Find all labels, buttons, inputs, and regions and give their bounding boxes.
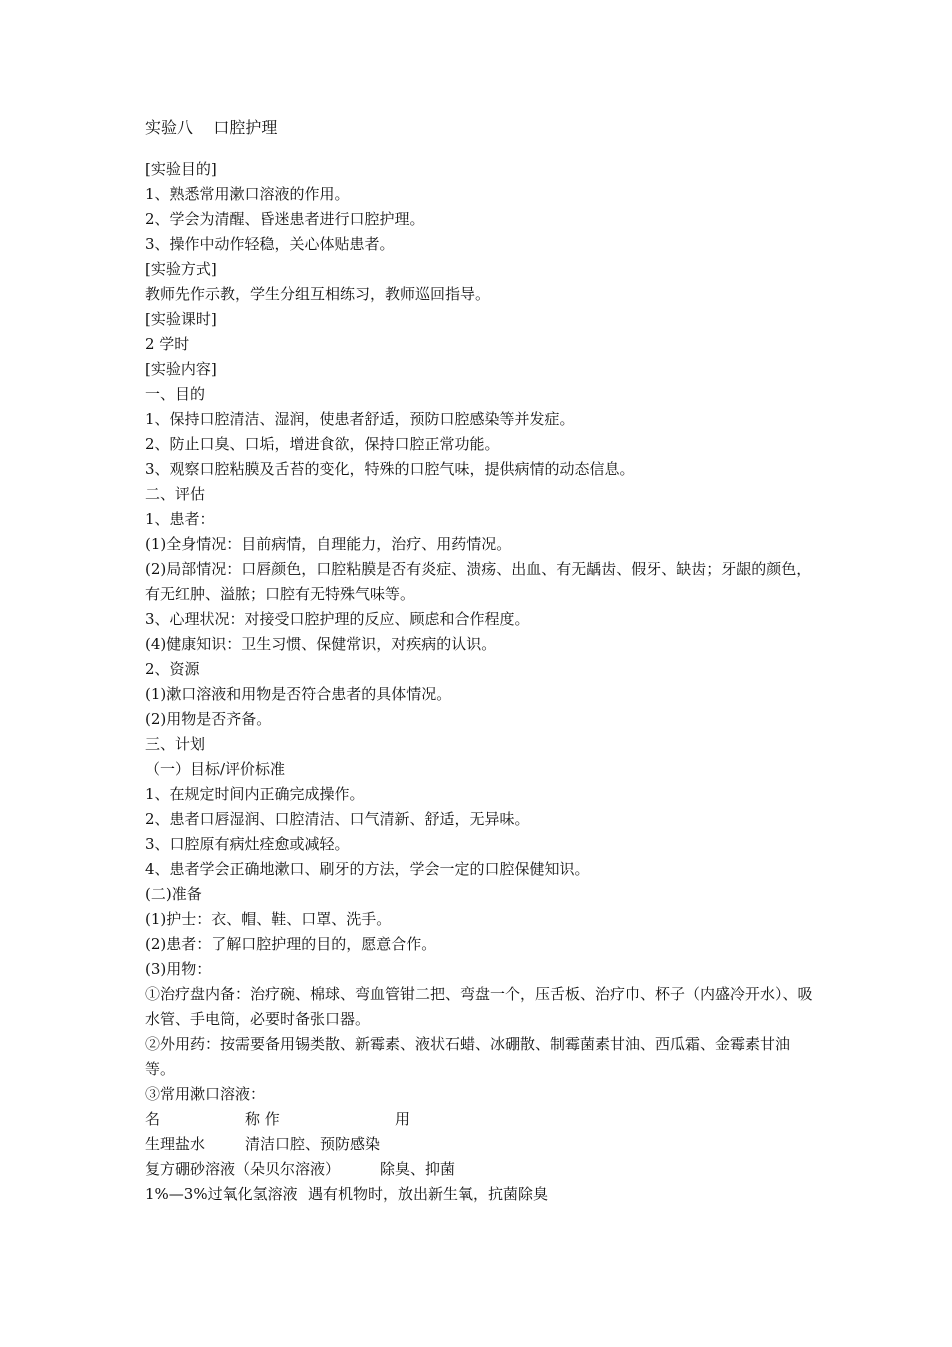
table-header-cell: 名 [145, 1110, 161, 1128]
table-row [145, 1157, 815, 1182]
table-cell: 复方硼砂溶液（朵贝尔溶液） [145, 1160, 341, 1178]
table-cell: 除臭、抑菌 [380, 1160, 456, 1178]
section-heading: [实验内容] [145, 360, 217, 378]
table-cell: 生理盐水 [145, 1135, 206, 1153]
text-line: (3)用物： [145, 960, 212, 978]
text-line: (二)准备 [145, 885, 202, 903]
text-line: 3、观察口腔粘膜及舌苔的变化，特殊的口腔气味，提供病情的动态信息。 [145, 460, 635, 478]
text-line: 2 学时 [145, 335, 190, 353]
text-line: (2)用物是否齐备。 [145, 710, 272, 728]
table-header-cell: 用 [395, 1110, 411, 1128]
text-paragraph: (2)局部情况：口唇颜色，口腔粘膜是否有炎症、溃疡、出血、有无龋齿、假牙、缺齿；牙龈的颜色，有无红肿、溢脓；口腔有无特殊气味等。 [145, 560, 812, 603]
section-heading: [实验方式] [145, 260, 217, 278]
text-line: 2、防止口臭、口垢，增进食欲，保持口腔正常功能。 [145, 435, 500, 453]
text-line: 1、熟悉常用漱口溶液的作用。 [145, 185, 350, 203]
document-title: 实验八 口腔护理 [145, 118, 278, 137]
text-line: 3、口腔原有病灶痊愈或减轻。 [145, 835, 350, 853]
text-line: 3、操作中动作轻稳，关心体贴患者。 [145, 235, 395, 253]
text-line: (2)患者：了解口腔护理的目的，愿意合作。 [145, 935, 437, 953]
table-row [145, 1132, 815, 1157]
text-line: ③常用漱口溶液： [145, 1085, 266, 1103]
text-line: 2、资源 [145, 660, 200, 678]
text-line: 1、患者： [145, 510, 215, 528]
section-heading: [实验目的] [145, 160, 217, 178]
text-line: （一）目标/评价标准 [145, 760, 286, 778]
table-cell: 1%—3%过氧化氢溶液 [145, 1185, 298, 1203]
table-header-row [145, 1107, 815, 1132]
table-cell: 遇有机物时，放出新生氧，抗菌除臭 [308, 1185, 549, 1203]
text-line: 3、心理状况：对接受口腔护理的反应、顾虑和合作程度。 [145, 610, 530, 628]
subsection-heading: 三、计划 [145, 735, 206, 753]
text-line: 4、患者学会正确地漱口、刷牙的方法，学会一定的口腔保健知识。 [145, 860, 590, 878]
text-line: (1)全身情况：目前病情，自理能力，治疗、用药情况。 [145, 535, 512, 553]
table-header-cell: 称 作 [245, 1110, 280, 1128]
text-paragraph: ①治疗盘内备：治疗碗、棉球、弯血管钳二把、弯盘一个，压舌板、治疗巾、杯子（内盛冷开水）、吸水管、手电筒，必要时备张口器。 [145, 985, 813, 1028]
text-line: (1)护士：衣、帽、鞋、口罩、洗手。 [145, 910, 392, 928]
text-line: 1、在规定时间内正确完成操作。 [145, 785, 365, 803]
text-line: (4)健康知识：卫生习惯、保健常识，对疾病的认识。 [145, 635, 497, 653]
section-heading: [实验课时] [145, 310, 217, 328]
text-line: 2、患者口唇湿润、口腔清洁、口气清新、舒适，无异味。 [145, 810, 530, 828]
text-line: 教师先作示教，学生分组互相练习，教师巡回指导。 [145, 285, 491, 303]
table-row [145, 1182, 815, 1207]
text-paragraph: ②外用药：按需要备用锡类散、新霉素、液状石蜡、冰硼散、制霉菌素甘油、西瓜霜、金霉素甘油等。 [145, 1035, 791, 1078]
table-cell: 清洁口腔、预防感染 [245, 1135, 381, 1153]
text-line: 1、保持口腔清洁、湿润，使患者舒适，预防口腔感染等并发症。 [145, 410, 575, 428]
text-line: (1)漱口溶液和用物是否符合患者的具体情况。 [145, 685, 452, 703]
document-page [145, 113, 815, 1207]
text-line: 2、学会为清醒、昏迷患者进行口腔护理。 [145, 210, 425, 228]
subsection-heading: 二、评估 [145, 485, 206, 503]
subsection-heading: 一、目的 [145, 385, 206, 403]
